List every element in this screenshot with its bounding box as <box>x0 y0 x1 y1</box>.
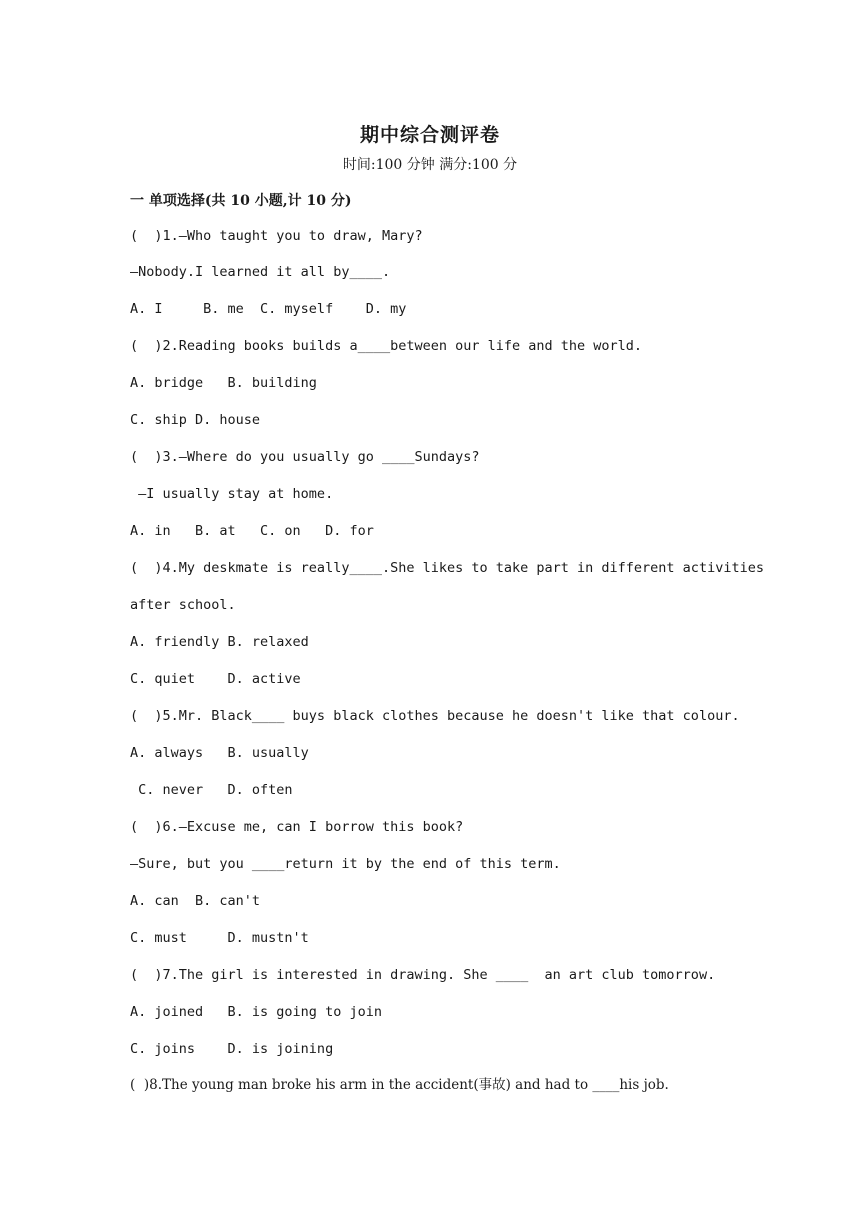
option-line: C. ship D. house <box>130 412 261 428</box>
question-line: ( )1.—Who taught you to draw, Mary? <box>130 228 423 244</box>
question-line: ( )6.—Excuse me, can I borrow this book? <box>130 819 464 835</box>
option-line: A. joined B. is going to join <box>130 1004 382 1020</box>
question-line: after school. <box>130 597 236 613</box>
section-heading: 一 单项选择(共 10 小题,计 10 分) <box>130 193 352 209</box>
option-line: A. bridge B. building <box>130 375 317 391</box>
question-line: ( )8.The young man broke his arm in the accident(事故) and had to ____his job. <box>130 1077 669 1093</box>
question-line: —Sure, but you ____return it by the end of this term. <box>130 856 561 872</box>
option-line: A. I B. me C. myself D. my <box>130 301 407 317</box>
page-title: 期中综合测评卷 <box>359 124 500 146</box>
exam-info: 时间:100 分钟 满分:100 分 <box>342 157 518 173</box>
option-line: C. joins D. is joining <box>130 1041 334 1057</box>
question-line: —I usually stay at home. <box>130 486 334 502</box>
question-line: —Nobody.I learned it all by____. <box>130 264 391 280</box>
question-line: ( )7.The girl is interested in drawing. She ____ an art club tomorrow. <box>130 967 716 983</box>
option-line: A. in B. at C. on D. for <box>130 523 374 539</box>
option-line: A. friendly B. relaxed <box>130 634 309 650</box>
question-line: ( )4.My deskmate is really____.She likes to take part in different activities <box>130 560 764 576</box>
option-line: A. always B. usually <box>130 745 309 761</box>
option-line: C. never D. often <box>130 782 293 798</box>
option-line: A. can B. can't <box>130 893 261 909</box>
question-line: ( )2.Reading books builds a____between our life and the world. <box>130 338 643 354</box>
question-line: ( )5.Mr. Black____ buys black clothes because he doesn't like that colour. <box>130 708 740 724</box>
option-line: C. must D. mustn't <box>130 930 309 946</box>
option-line: C. quiet D. active <box>130 671 301 687</box>
question-line: ( )3.—Where do you usually go ____Sundays? <box>130 449 480 465</box>
